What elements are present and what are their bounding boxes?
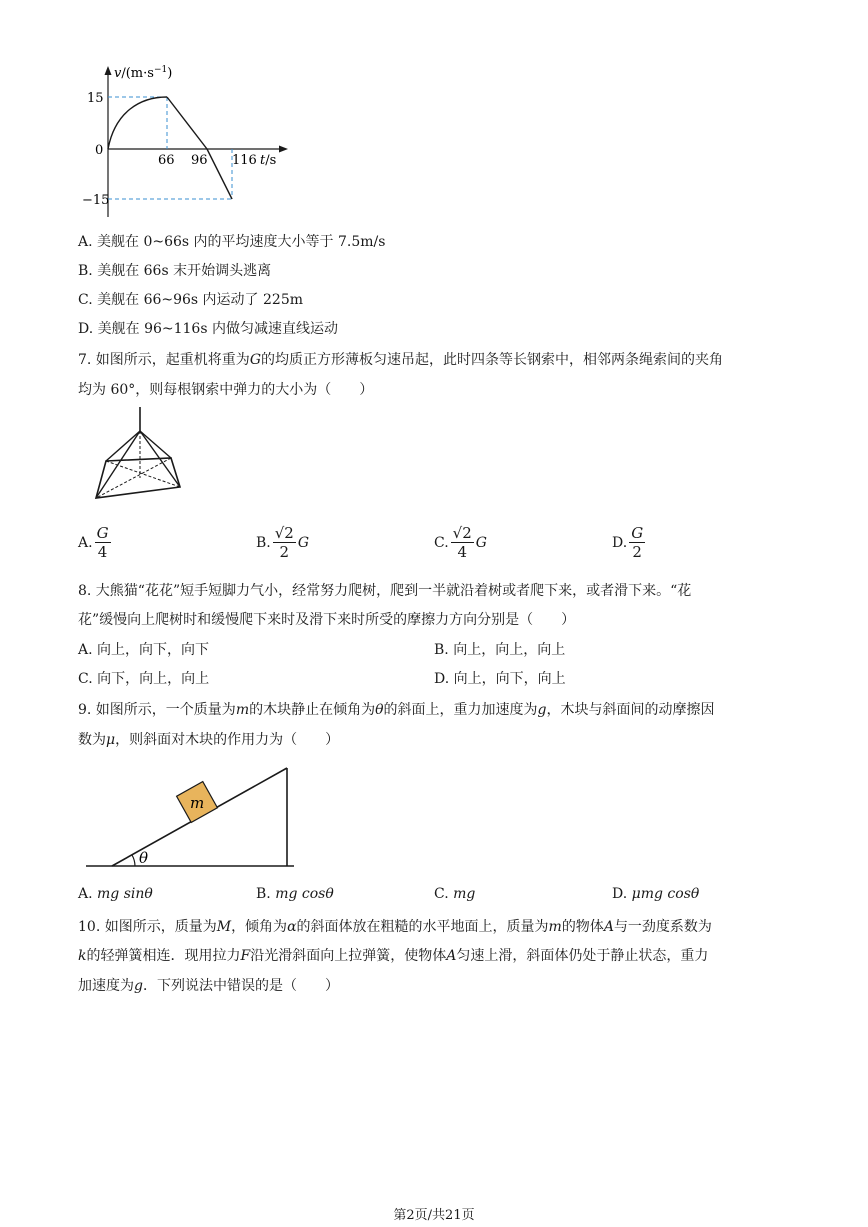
q8-option-d: D. 向上，向下，向上 [434,671,566,687]
q9-line-1: 9. 如图所示，一个质量为m的木块静止在倾角为θ的斜面上，重力加速度为g，木块与斜面间的动摩擦因 [78,702,715,718]
y-axis-var: v [114,66,122,81]
q6-option-c: C. 美舰在 66~96s 内运动了 225m [78,292,304,308]
q6-option-d: D. 美舰在 96~116s 内做匀减速直线运动 [78,321,338,337]
x-tick-116: 116 [232,153,257,168]
y-axis-unit: /(m·s [121,66,154,81]
svg-text:v/(m·s−1) [114,65,172,81]
q7-option-c: C. $\frac{√2}{4}$ G [434,524,487,561]
velocity-time-graph [70,62,300,227]
q6-option-b: B. 美舰在 66s 末开始调头逃离 [78,263,272,279]
y-axis-close: ) [167,66,173,81]
q7-option-d: D. $\frac{G}{2}$ [612,524,644,561]
q8-option-b: B. 向上，向上，向上 [434,642,566,658]
q7-line-2: 均为 60°，则每根钢索中弹力的大小为（ ） [78,382,374,398]
y-tick-neg15: −15 [82,193,110,208]
q8-option-a: A. 向上，向下，向下 [78,642,210,658]
x-axis-unit: /s [265,153,277,168]
q9-option-b: B. mg cosθ [256,886,334,902]
q6-option-a: A. 美舰在 0~66s 内的平均速度大小等于 7.5m/s [78,234,386,250]
crane-plate-figure [88,405,188,505]
x-tick-96: 96 [191,153,208,168]
svg-text:t/s [260,153,276,168]
q9-line-2: 数为μ，则斜面对木块的作用力为（ ） [78,732,340,748]
q9-option-c: C. mg [434,886,476,902]
q10-line-3: 加速度为g．下列说法中错误的是（ ） [78,978,339,994]
y-axis-sup: −1 [153,65,168,75]
q8-option-c: C. 向下，向上，向上 [78,671,210,687]
q7-option-a: A. $\frac{G}{4}$ [78,524,109,561]
y-tick-15: 15 [87,91,104,106]
q10-line-2: k的轻弹簧相连．现用拉力F沿光滑斜面向上拉弹簧，使物体A匀速上滑，斜面体仍处于静止状态，重力 [78,948,709,964]
q8-line-2: 花”缓慢向上爬树时和缓慢爬下来时及滑下来时所受的摩擦力方向分别是（ ） [78,612,576,628]
incline-block-figure [84,760,299,872]
q9-option-a: A. mg sinθ [78,886,153,902]
q10-line-1: 10. 如图所示，质量为M，倾角为α的斜面体放在粗糙的水平地面上，质量为m的物体A与一劲度系数为 [78,919,712,935]
x-axis-var: t [260,153,266,168]
incline-angle-label: θ [139,849,149,867]
q9-option-d: D. μmg cosθ [612,886,700,902]
q7-line-1: 7. 如图所示，起重机将重为G的均质正方形薄板匀速吊起，此时四条等长钢索中，相邻两条绳索间的夹角 [78,352,723,368]
x-tick-66: 66 [158,153,175,168]
page-footer: 第2页/共21页 [393,1208,475,1223]
q7-option-b: B. $\frac{√2}{2}$ G [256,524,310,561]
block-mass-label: m [190,794,205,812]
q8-line-1: 8. 大熊猫“花花”短手短脚力气小，经常努力爬树，爬到一半就沿着树或者爬下来，或者滑下来。“花 [78,583,692,599]
y-tick-0: 0 [95,143,104,158]
